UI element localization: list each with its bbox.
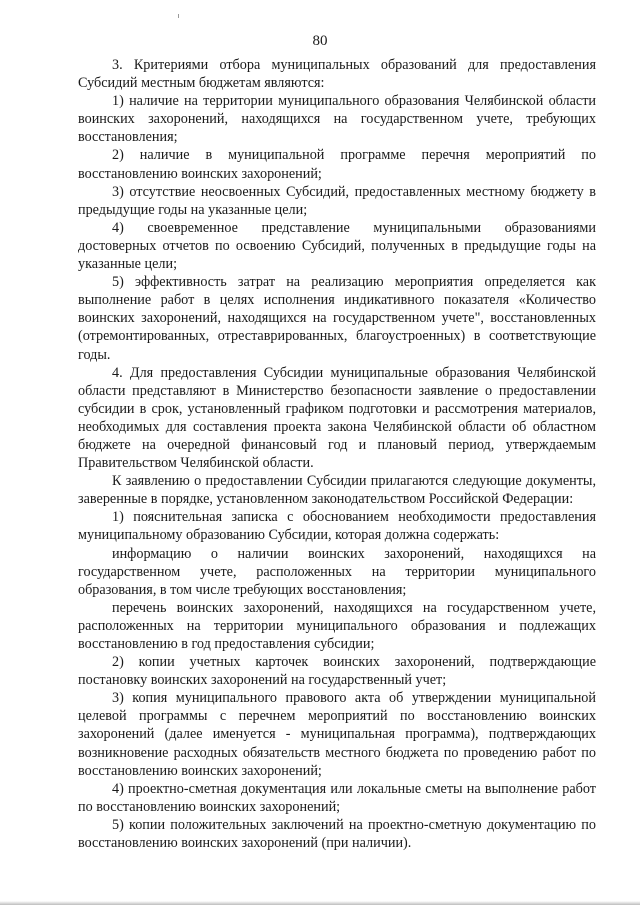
paragraph-criterion-2: 2) наличие в муниципальной программе перечня мероприятий по восстановлению воинских захоронений;: [78, 147, 596, 182]
paragraph-document-4: 4) проектно-сметная документация или локальные сметы на выполнение работ по восстановлению воинских захоронений;: [78, 780, 596, 815]
paragraph-document-1-info: информацию о наличии воинских захоронений, находящихся на государственном учете, расположенных на территории муниципального образования, в том числе требующих восстановления;: [78, 545, 596, 598]
paragraph-document-1-list: перечень воинских захоронений, находящихся на государственном учете, расположенных на территории муниципального образования и подлежащих восстановлению в год предоставления субсидии;: [78, 599, 596, 652]
paragraph-document-2: 2) копии учетных карточек воинских захоронений, подтверждающие постановку воинских захоронений на государственный учет;: [78, 654, 596, 689]
paragraph-document-3: 3) копия муниципального правового акта об утверждении муниципальной целевой программы с перечнем мероприятий по восстановлению воинских захоронений (далее именуется - муниципальная программа), подтверждающих возникновение расходных обязательств местного бюджета по проведению работ по восстановлению воинских захоронений;: [78, 690, 596, 779]
scan-bottom-edge: [0, 901, 640, 905]
paragraph-criterion-1: 1) наличие на территории муниципального образования Челябинской области воинских захоронений, находящихся на государственном учете, требующих восстановления;: [78, 93, 596, 146]
document-body: [78, 56, 596, 852]
paragraph-application-procedure: 4. Для предоставления Субсидии муниципальные образования Челябинской области представляют в Министерство безопасности заявление о предоставлении субсидии в срок, установленный графиком подготовки и рассмотрения материалов, необходимых для составления проекта закона Челябинской области об областном бюджете на очередной финансовый год и плановый период, утверждаемым Правительством Челябинской области.: [78, 364, 596, 472]
paragraph-document-5: 5) копии положительных заключений на проектно-сметную документацию по восстановлению воинских захоронений (при наличии).: [78, 816, 596, 852]
paragraph-criterion-5: 5) эффективность затрат на реализацию мероприятия определяется как выполнение работ в целях исполнения индикативного показателя «Количество воинских захоронений, находящихся на государственном учете", восстановленных (отремонтированных, отреставрированных, благоустроенных) в соответствующие годы.: [78, 274, 596, 363]
paragraph-attached-documents: К заявлению о предоставлении Субсидии прилагаются следующие документы, заверенные в порядке, установленном законодательством Российской Федерации:: [78, 473, 596, 508]
paragraph-criterion-3: 3) отсутствие неосвоенных Субсидий, предоставленных местному бюджету в предыдущие годы на указанные цели;: [78, 183, 596, 218]
paragraph-criterion-4: 4) своевременное представление муниципальными образованиями достоверных отчетов по освоению Субсидий, полученных в предыдущие годы на указанные цели;: [78, 219, 596, 273]
paragraph-selection-criteria: 3. Критериями отбора муниципальных образований для предоставления Субсидий местным бюджетам являются:: [78, 57, 596, 92]
paragraph-document-1: 1) пояснительная записка с обоснованием необходимости предоставления муниципальному образованию Субсидии, которая должна содержать:: [78, 509, 596, 544]
scan-artifact: [178, 14, 179, 18]
page-number: 80: [312, 33, 328, 49]
